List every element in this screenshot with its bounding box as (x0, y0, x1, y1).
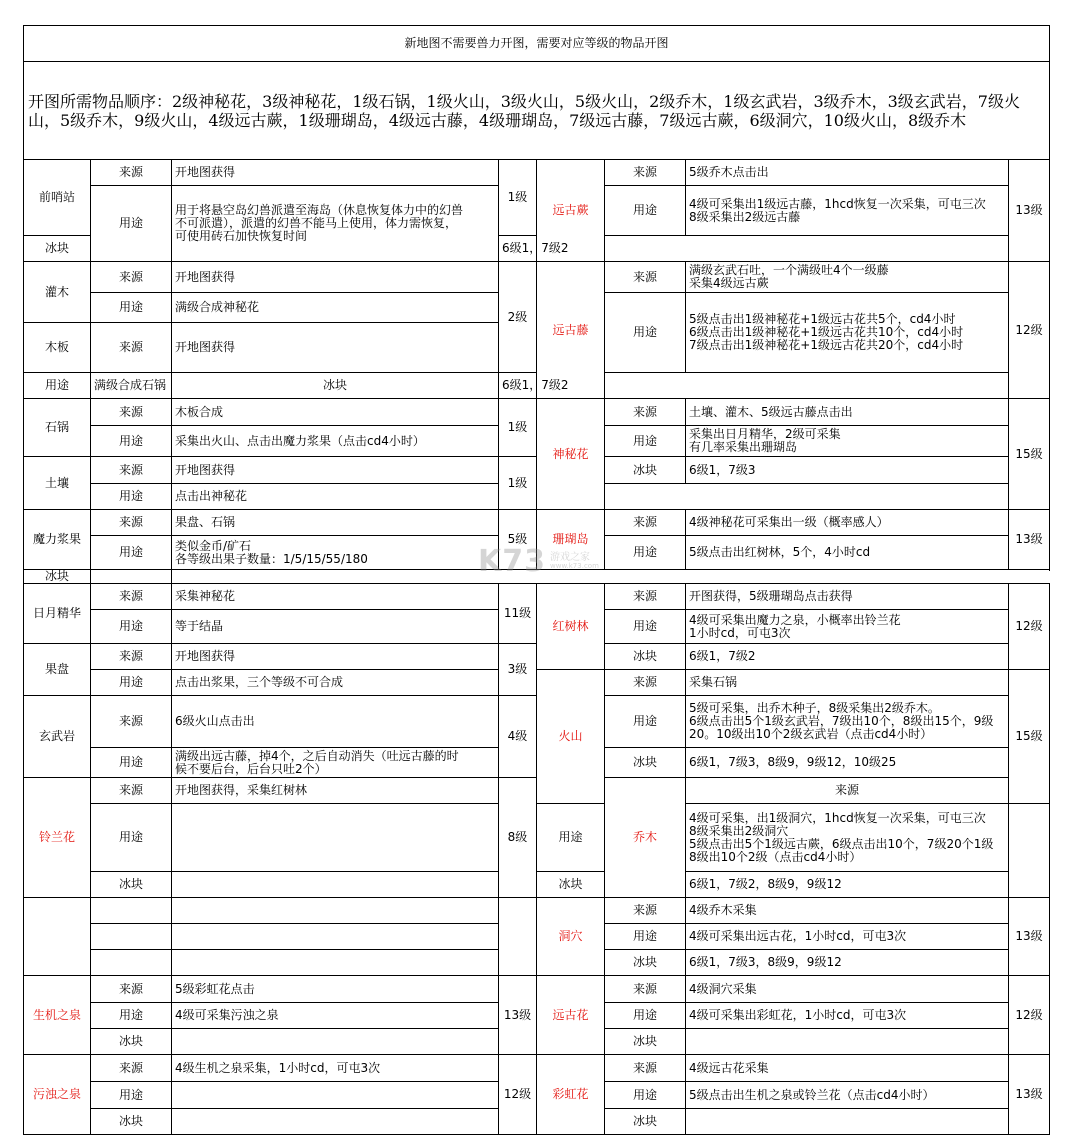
label-source: 来源 (91, 160, 172, 186)
item-name-outpost: 前哨站 (24, 160, 91, 236)
label-source: 来源 (91, 399, 172, 426)
label-source: 来源 (686, 778, 1009, 804)
label-use: 用途 (91, 804, 172, 872)
label-source: 来源 (91, 323, 172, 373)
label-use: 用途 (24, 373, 91, 399)
label-use: 用途 (91, 536, 172, 570)
label-ice: 冰块 (172, 373, 499, 399)
soil-source: 开地图获得 (172, 457, 499, 484)
label-use: 用途 (91, 1082, 172, 1109)
label-use: 用途 (605, 186, 686, 236)
item-name-arbor: 乔木 (605, 778, 686, 898)
sun-moon-essence-level: 11级 (499, 584, 537, 644)
outpost-use: 用于将悬空岛幻兽派遣至海岛（休息恢复体力中的幻兽 不可派遣），派遣的幻兽不能马上使用，体力需恢复， 可使用砖石加快恢复时间 (172, 186, 499, 262)
label-ice: 冰块 (24, 570, 91, 584)
item-name-spring-of-life: 生机之泉 (24, 976, 91, 1055)
label-ice: 冰块 (605, 1029, 686, 1055)
stone-pot-use: 采集出火山、点击出魔力浆果（点击cd4小时） (172, 426, 499, 457)
turbid-spring-use (172, 1082, 499, 1109)
label-source: 来源 (605, 160, 686, 186)
shrub-level: 2级 (499, 262, 537, 373)
empty-cell (172, 924, 499, 950)
watermark-cn: 游戏之家 (550, 552, 590, 563)
volcano-source: 采集石锅 (686, 670, 1009, 696)
basalt-source: 6级火山点击出 (172, 696, 499, 748)
empty-cell (91, 898, 172, 924)
mystic-flower-source: 土壤、灌木、5级远古藤点击出 (686, 399, 1009, 426)
rainbow-flower-use: 5级点击出生机之泉或铃兰花（点击cd4小时） (686, 1082, 1009, 1109)
ancient-vine-source: 满级玄武石吐，一个满级吐4个一级藤 采集4级远古蕨 (686, 262, 1009, 293)
label-source: 来源 (605, 1055, 686, 1082)
ancient-vine-ice: 6级1，7级2 (499, 373, 537, 399)
mangrove-ice: 6级1，7级2 (686, 644, 1009, 670)
label-source: 来源 (91, 778, 172, 804)
item-name-shrub: 灌木 (24, 262, 91, 323)
coral-island-ice (91, 570, 172, 584)
ancient-fern-use: 4级可采集出1级远古藤，1hcd恢复一次采集，可屯三次 8级采集出2级远古藤 (686, 186, 1009, 236)
sun-moon-essence-use: 等于结晶 (172, 610, 499, 644)
item-name-turbid-spring: 污浊之泉 (24, 1055, 91, 1135)
empty-cell (172, 898, 499, 924)
label-source: 来源 (605, 399, 686, 426)
fruit-plate-level: 3级 (499, 644, 537, 696)
label-use: 用途 (605, 610, 686, 644)
coral-island-source: 4级神秘花可采集出一级（概率感人） (686, 510, 1009, 536)
rainbow-flower-level: 13级 (1009, 1055, 1050, 1135)
label-source: 来源 (605, 976, 686, 1003)
soil-use: 点击出神秘花 (172, 484, 499, 510)
ancient-fern-ice: 6级1，7级2 (499, 236, 537, 262)
label-use: 用途 (91, 748, 172, 778)
lily-ice (172, 872, 499, 898)
label-source: 来源 (91, 644, 172, 670)
fruit-plate-source: 开地图获得 (172, 644, 499, 670)
stone-pot-source: 木板合成 (172, 399, 499, 426)
label-use: 用途 (605, 1003, 686, 1029)
coral-island-level: 13级 (1009, 510, 1050, 570)
cave-source: 4级乔木采集 (686, 898, 1009, 924)
mystic-flower-level: 15级 (1009, 399, 1050, 510)
label-source: 来源 (91, 457, 172, 484)
empty-level-cell (499, 898, 537, 976)
spring-of-life-ice (172, 1029, 499, 1055)
unlock-order-text: 开图所需物品顺序：2级神秘花，3级神秘花，1级石锅，1级火山，3级火山，5级火山，2级乔木，1级玄武岩，3级乔木，3级玄武岩，7级火山，5级乔木，9级火山，4级远古蕨，1级珊瑚岛，4级远古藤，4级珊瑚岛，7级远古藤，7级远古蕨，6级洞穴，10级火山，8级乔木 (24, 62, 1050, 160)
spring-of-life-use: 4级可采集污浊之泉 (172, 1003, 499, 1029)
label-ice: 冰块 (605, 950, 686, 976)
empty-name-cell (24, 898, 91, 976)
label-ice: 冰块 (91, 872, 172, 898)
rainbow-flower-ice (686, 1109, 1009, 1135)
turbid-spring-source: 4级生机之泉采集，1小时cd，可屯3次 (172, 1055, 499, 1082)
label-ice: 冰块 (24, 236, 91, 262)
lily-source: 开地图获得，采集红树林 (172, 778, 499, 804)
mangrove-source: 开图获得，5级珊瑚岛点击获得 (686, 584, 1009, 610)
ancient-flower-ice (686, 1029, 1009, 1055)
ancient-flower-use: 4级可采集出彩虹花，1小时cd，可屯3次 (686, 1003, 1009, 1029)
item-name-soil: 土壤 (24, 457, 91, 510)
watermark-logo: K73 (478, 544, 546, 579)
label-use: 用途 (605, 293, 686, 373)
shrub-use: 满级合成神秘花 (172, 293, 499, 323)
label-source: 来源 (91, 976, 172, 1003)
label-source: 来源 (605, 670, 686, 696)
coral-island-use: 5级点击出红树林，5个，4小时cd (686, 536, 1009, 570)
empty-cell (172, 950, 499, 976)
empty-cell (91, 924, 172, 950)
label-use: 用途 (91, 293, 172, 323)
page-title: 新地图不需要兽力开图，需要对应等级的物品开图 (24, 26, 1050, 62)
lily-use (172, 804, 499, 872)
plank-source: 开地图获得 (172, 323, 499, 373)
item-name-magic-berry: 魔力浆果 (24, 510, 91, 570)
ancient-fern-source: 5级乔木点击出 (686, 160, 1009, 186)
arbor-use: 4级可采集，出1级洞穴，1hcd恢复一次采集，可屯三次 8级采集出2级洞穴 5级点击出5个1级远古蕨，6级点击出10个，7级20个1级 8级出10个2级（点击cd4小时） (686, 804, 1009, 872)
fruit-plate-use: 点击出浆果，三个等级不可合成 (172, 670, 499, 696)
rainbow-flower-source: 4级远古花采集 (686, 1055, 1009, 1082)
item-name-rainbow-flower: 彩虹花 (537, 1055, 605, 1135)
cave-level: 13级 (1009, 898, 1050, 976)
ancient-vine-use: 5级点击出1级神秘花+1级远古花共5个，cd4小时 6级点击出1级神秘花+1级远古花共10个，cd4小时 7级点击出1级神秘花+1级远古花共20个，cd4小时 (686, 293, 1009, 373)
turbid-spring-ice (172, 1109, 499, 1135)
item-name-fruit-plate: 果盘 (24, 644, 91, 696)
lily-level: 8级 (499, 778, 537, 898)
mangrove-use: 4级可采集出魔力之泉，小概率出铃兰花 1小时cd，可屯3次 (686, 610, 1009, 644)
ancient-flower-source: 4级洞穴采集 (686, 976, 1009, 1003)
cave-ice: 6级1，7级3，8级9，9级12 (686, 950, 1009, 976)
label-ice: 冰块 (605, 457, 686, 484)
spring-of-life-source: 5级彩虹花点击 (172, 976, 499, 1003)
basalt-level: 4级 (499, 696, 537, 778)
volcano-use: 5级可采集，出乔木种子，8级采集出2级乔木。 6级点击出5个1级玄武岩，7级出10个，8级出15个，9级 20。10级出10个2级玄武岩（点击cd4小时） (686, 696, 1009, 748)
label-source: 来源 (91, 510, 172, 536)
label-source: 来源 (605, 898, 686, 924)
item-name-mystic-flower: 神秘花 (537, 399, 605, 510)
label-ice: 冰块 (605, 1109, 686, 1135)
plank-use: 满级合成石锅 (91, 373, 172, 399)
label-source: 来源 (605, 584, 686, 610)
mystic-flower-ice: 6级1，7级3 (686, 457, 1009, 484)
item-name-plank: 木板 (24, 323, 91, 373)
item-name-stone-pot: 石锅 (24, 399, 91, 457)
magic-berry-source: 果盘、石锅 (172, 510, 499, 536)
label-ice: 冰块 (91, 1109, 172, 1135)
item-name-ancient-vine: 远古藤 (537, 262, 605, 399)
volcano-ice: 6级1，7级3，8级9，9级12，10级25 (686, 748, 1009, 778)
item-name-sun-moon-essence: 日月精华 (24, 584, 91, 644)
item-name-volcano: 火山 (537, 670, 605, 804)
cave-use: 4级可采集出远古花，1小时cd，可屯3次 (686, 924, 1009, 950)
ancient-vine-level: 12级 (1009, 262, 1050, 399)
label-use: 用途 (605, 696, 686, 748)
magic-berry-level: 5级 (499, 510, 537, 570)
stone-pot-level: 1级 (499, 399, 537, 457)
item-name-basalt: 玄武岩 (24, 696, 91, 778)
label-use: 用途 (605, 426, 686, 457)
item-name-lily-of-the-valley: 铃兰花 (24, 778, 91, 898)
turbid-spring-level: 12级 (499, 1055, 537, 1135)
label-ice: 冰块 (605, 748, 686, 778)
watermark-url: www.k73.com (550, 562, 599, 570)
item-name-ancient-fern: 远古蕨 (537, 160, 605, 262)
label-use: 用途 (91, 1003, 172, 1029)
mangrove-level: 12级 (1009, 584, 1050, 670)
item-name-cave: 洞穴 (537, 898, 605, 976)
basalt-use: 满级出远古藤，掉4个，之后自动消失（吐远古藤的时 候不要后台，后台只吐2个） (172, 748, 499, 778)
label-use: 用途 (91, 426, 172, 457)
label-source: 来源 (91, 1055, 172, 1082)
item-table (23, 25, 1050, 1135)
label-source: 来源 (91, 696, 172, 748)
label-source: 来源 (91, 584, 172, 610)
label-source: 来源 (91, 262, 172, 293)
label-source: 来源 (605, 510, 686, 536)
arbor-ice: 6级1，7级2，8级9，9级12 (686, 872, 1009, 898)
label-use: 用途 (537, 804, 605, 872)
ancient-fern-level: 13级 (1009, 160, 1050, 262)
soil-level: 1级 (499, 457, 537, 510)
mystic-flower-use: 采集出日月精华，2级可采集 有几率采集出珊瑚岛 (686, 426, 1009, 457)
label-ice: 冰块 (605, 644, 686, 670)
label-ice: 冰块 (537, 872, 605, 898)
volcano-level: 15级 (1009, 670, 1050, 804)
empty-cell (91, 950, 172, 976)
item-name-ancient-flower: 远古花 (537, 976, 605, 1055)
label-source: 来源 (605, 262, 686, 293)
ancient-flower-level: 12级 (1009, 976, 1050, 1055)
outpost-level: 1级 (499, 160, 537, 236)
label-use: 用途 (605, 924, 686, 950)
label-use: 用途 (91, 186, 172, 262)
label-ice: 冰块 (91, 1029, 172, 1055)
label-use: 用途 (91, 670, 172, 696)
item-name-mangrove: 红树林 (537, 584, 605, 670)
label-use: 用途 (91, 610, 172, 644)
spring-of-life-level: 13级 (499, 976, 537, 1055)
label-use: 用途 (605, 536, 686, 570)
item-name-coral-island: 珊瑚岛 (537, 510, 605, 570)
label-use: 用途 (91, 484, 172, 510)
magic-berry-use: 类似金币/矿石 各等级出果子数量：1/5/15/55/180 (172, 536, 499, 570)
sun-moon-essence-source: 采集神秘花 (172, 584, 499, 610)
label-use: 用途 (605, 1082, 686, 1109)
outpost-source: 开地图获得 (172, 160, 499, 186)
shrub-source: 开地图获得 (172, 262, 499, 293)
